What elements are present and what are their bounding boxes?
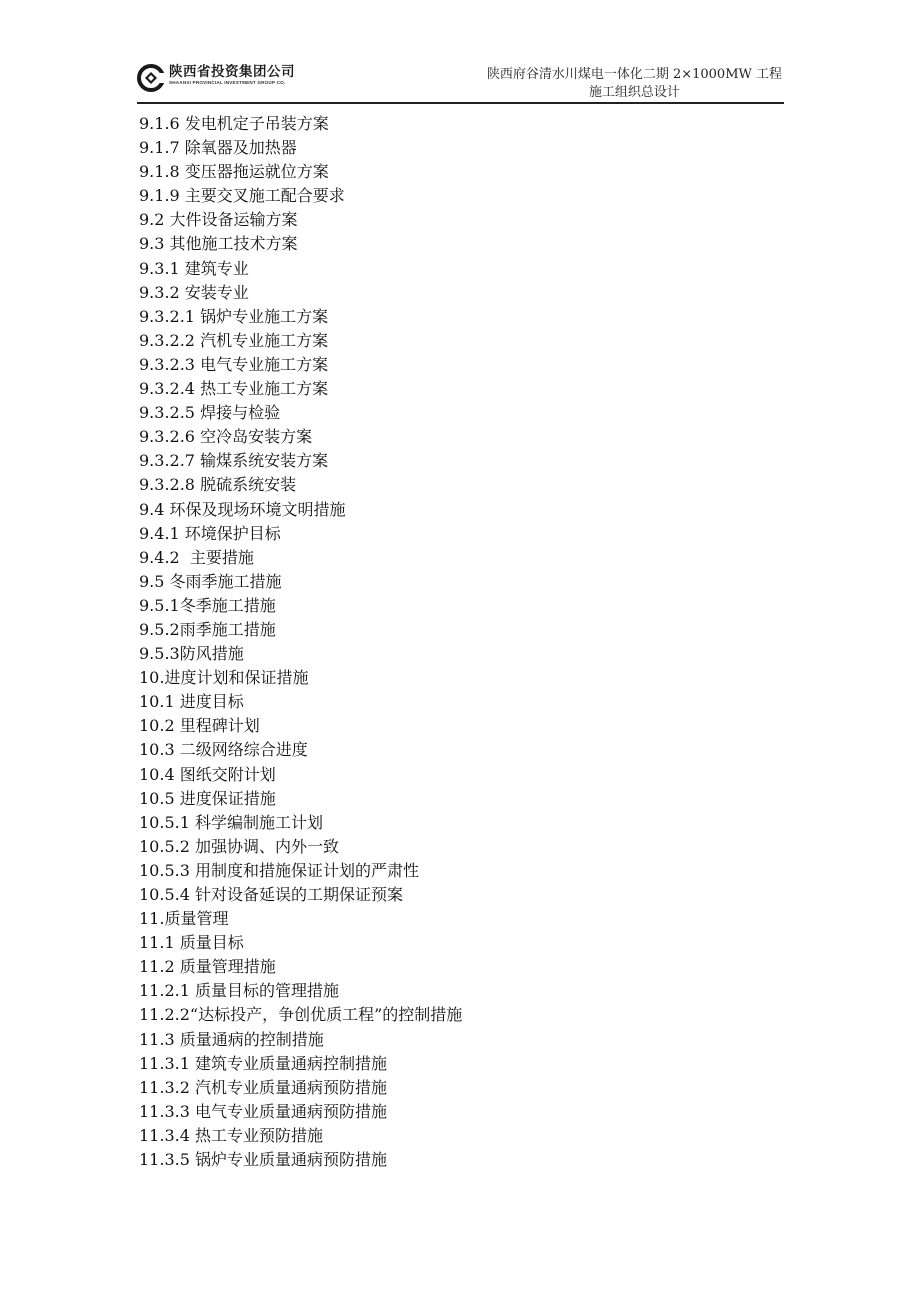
toc-entry: 9.3.2 安装专业 <box>139 282 249 302</box>
company-logo-text <box>169 64 295 86</box>
toc-entry: 9.3 其他施工技术方案 <box>139 234 298 254</box>
toc-entry: 9.4.1 环境保护目标 <box>139 523 281 543</box>
toc-entry: 9.3.2.6 空冷岛安装方案 <box>139 427 313 447</box>
toc-entry: 9.4.2 主要措施 <box>139 547 254 567</box>
project-title-line2: 施工组织总设计 <box>588 85 680 100</box>
toc-entry: 9.1.6 发电机定子吊装方案 <box>139 114 329 133</box>
header-divider <box>137 102 784 104</box>
toc-entry: 9.4 环保及现场环境文明措施 <box>139 499 346 519</box>
page-header <box>137 60 784 104</box>
toc-entry: 10.5 进度保证措施 <box>139 788 276 808</box>
toc-entry: 10.进度计划和保证措施 <box>139 668 309 688</box>
toc-entry: 10.5.2 加强协调、内外一致 <box>139 836 339 856</box>
toc-entry: 9.3.2.7 输煤系统安装方案 <box>139 451 329 471</box>
toc-entry: 11.3.1 建筑专业质量通病控制措施 <box>139 1053 387 1073</box>
toc-entry: 11.2.2“达标投产，争创优质工程”的控制措施 <box>139 1005 463 1025</box>
toc-entry: 9.5 冬雨季施工措施 <box>139 571 282 591</box>
company-logo <box>137 64 295 92</box>
toc-entry: 9.1.9 主要交叉施工配合要求 <box>139 186 345 206</box>
toc-entry: 10.5.1 科学编制施工计划 <box>139 812 323 832</box>
toc-entry: 10.2 里程碑计划 <box>139 716 260 736</box>
toc-entry: 11.质量管理 <box>139 909 229 929</box>
toc-entry: 10.4 图纸交附计划 <box>139 764 276 784</box>
company-logo-icon <box>137 64 165 92</box>
table-of-contents <box>139 112 462 1172</box>
toc-entry: 11.2 质量管理措施 <box>139 957 276 977</box>
toc-entry: 9.3.1 建筑专业 <box>139 258 249 278</box>
toc-entry: 9.3.2.3 电气专业施工方案 <box>139 354 329 374</box>
toc-entry: 9.2 大件设备运输方案 <box>139 210 298 230</box>
company-name-cn: 陕西省投资集团公司 <box>169 64 295 80</box>
toc-entry: 11.3.5 锅炉专业质量通病预防措施 <box>139 1150 387 1170</box>
toc-entry: 11.3.4 热工专业预防措施 <box>139 1125 323 1145</box>
toc-entry: 9.3.2.1 锅炉专业施工方案 <box>139 306 329 326</box>
toc-entry: 10.5.4 针对设备延误的工期保证预案 <box>139 885 403 904</box>
toc-entry: 9.3.2.5 焊接与检验 <box>139 403 281 423</box>
toc-entry: 9.5.1冬季施工措施 <box>139 595 276 615</box>
toc-entry: 11.3 质量通病的控制措施 <box>139 1029 324 1049</box>
toc-entry: 9.3.2.4 热工专业施工方案 <box>139 379 329 399</box>
toc-entry: 9.1.7 除氧器及加热器 <box>139 138 297 158</box>
toc-entry: 10.5.3 用制度和措施保证计划的严肃性 <box>139 860 419 880</box>
toc-entry: 9.5.3防风措施 <box>139 644 244 664</box>
toc-entry: 10.1 进度目标 <box>139 692 244 712</box>
toc-entry: 9.3.2.8 脱硫系统安装 <box>139 475 297 495</box>
toc-entry: 11.3.3 电气专业质量通病预防措施 <box>139 1101 387 1121</box>
toc-entry: 10.3 二级网络综合进度 <box>139 740 308 760</box>
toc-entry: 11.3.2 汽机专业质量通病预防措施 <box>139 1077 387 1097</box>
company-name-en: SHAANXI PROVINCIAL INVESTMENT GROUP CO. <box>169 80 286 85</box>
toc-entry: 9.5.2雨季施工措施 <box>139 619 276 639</box>
toc-entry: 9.3.2.2 汽机专业施工方案 <box>139 330 329 350</box>
project-title-line1: 陕西府谷清水川煤电一体化二期 2×1000MW 工程 <box>486 67 782 82</box>
toc-entry: 9.1.8 变压器拖运就位方案 <box>139 162 329 182</box>
toc-entry: 11.2.1 质量目标的管理措施 <box>139 981 339 1001</box>
toc-entry: 11.1 质量目标 <box>139 933 244 953</box>
project-title <box>487 66 782 102</box>
